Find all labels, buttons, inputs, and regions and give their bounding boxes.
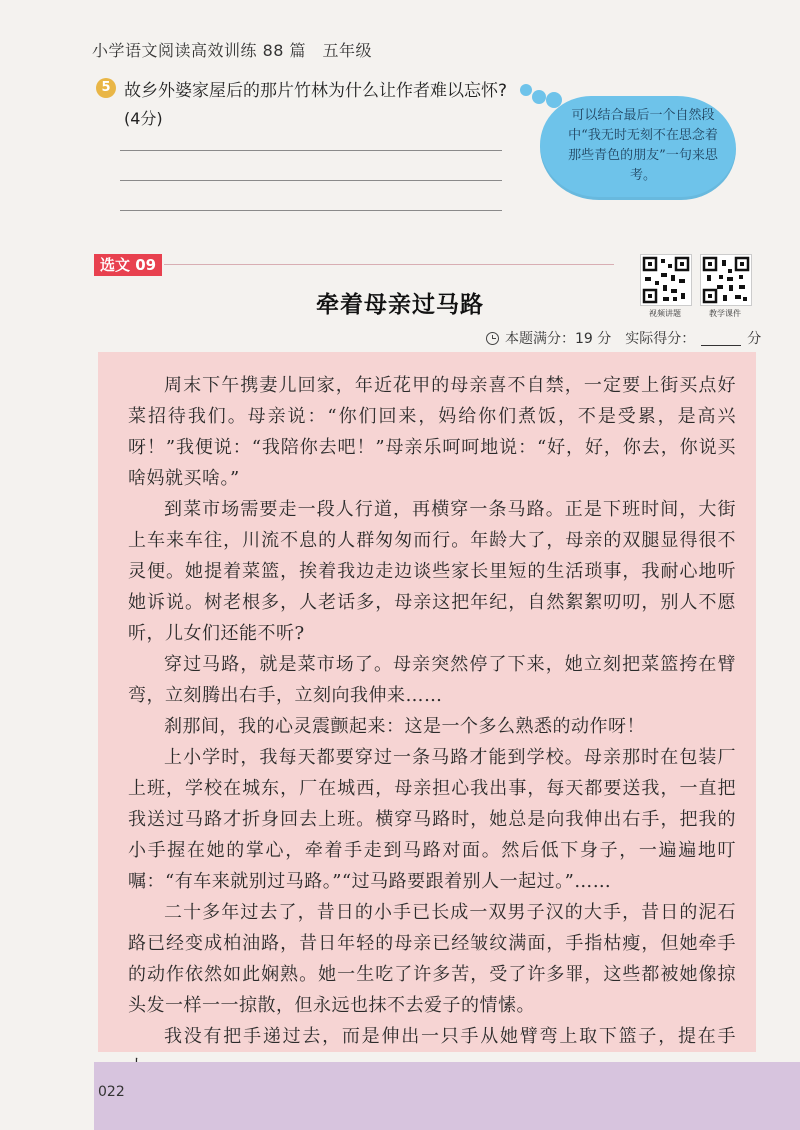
qr-caption-courseware: 教学课件 [709,309,741,318]
passage-paragraph-3: 穿过马路，就是菜市场了。母亲突然停了下来，她立刻把菜篮挎在臂弯，立刻腾出右手，立刻向我伸来…… [128,654,736,706]
passage-paragraph-2: 到菜市场需要走一段人行道，再横穿一条马路。正是下班时间，大街上车来车往，川流不息的人群匆匆而行。年龄大了，母亲的双腿显得很不灵便。她提着菜篮，挨着我边走边谈些家长里短的生活琐事，我耐心地听她诉说。树老根多，人老话多，母亲这把年纪，自然絮絮叨叨，别人不愿听，儿女们还能不听? [128,499,736,644]
question-score: (4分) [124,109,163,128]
score-row [486,328,761,348]
actual-score-unit: 分 [747,331,762,347]
hint-bubble [540,96,736,200]
section-divider [164,264,614,265]
full-score: 本题满分：19 分 [505,331,612,347]
passage-paragraph-5: 上小学时，我每天都要穿过一条马路才能到学校。母亲那时在包装厂上班，学校在城东，厂在城西，母亲担心我出事，每天都要送我，一直把我送过马路才折身回去上班。横穿马路时，她总是向我伸出右手，把我的小手握在她的掌心，牵着手走到马路对面。然后低下身子，一遍遍地叮嘱：“有车来就别过马路。”“过马路要跟着别人一起过。”…… [128,747,736,892]
answer-line-3[interactable] [120,210,502,211]
article-title: 牵着母亲过马路 [316,292,484,318]
answer-line-2[interactable] [120,180,502,181]
footer-band [94,1062,800,1130]
actual-score-label: 实际得分： [625,331,696,347]
bubble-dot-small [520,84,532,96]
passage-paragraph-4: 刹那间，我的心灵震颤起来：这是一个多么熟悉的动作呀！ [164,716,645,737]
passage-paragraph-7: 我没有把手递过去，而是伸出一只手从她臂弯上取下篮子，提在手 [164,1026,736,1047]
hint-text: 可以结合最后一个自然段中“我无时无刻不在思念着那些青色的朋友”一句来思考。 [568,108,718,183]
book-header: 小学语文阅读高效训练 88 篇 五年级 [92,41,373,60]
question-text: 故乡外婆家屋后的那片竹林为什么让作者难以忘怀? [124,81,508,101]
passage-paragraph-1: 周末下午携妻儿回家，年近花甲的母亲喜不自禁，一定要上街买点好菜招待我们。母亲说：“你们回来，妈给你们煮饭，不是受累，是高兴呀！”我便说：“我陪你去吧！”母亲乐呵呵地说：“好，好，你去，你说买啥妈就买啥。” [128,375,736,489]
passage-paragraph-6: 二十多年过去了，昔日的小手已长成一双男子汉的大手，昔日的泥石路已经变成柏油路，昔日年轻的母亲已经皱纹满面，手指枯瘦，但她牵手的动作依然如此娴熟。她一生吃了许多苦，受了许多罪，这些都被她像掠头发一样一一掠散，但永远也抹不去爱子的情愫。 [128,902,736,1016]
question-number-badge: 5 [96,78,116,98]
passage-box [98,352,756,1052]
clock-icon [486,332,499,345]
page-number: 022 [98,1084,125,1100]
actual-score-blank[interactable] [701,331,741,346]
section-tag: 选文 09 [94,254,162,276]
qr-caption-video: 视频讲题 [649,309,681,318]
bubble-dot-medium [532,90,546,104]
answer-line-1[interactable] [120,150,502,151]
